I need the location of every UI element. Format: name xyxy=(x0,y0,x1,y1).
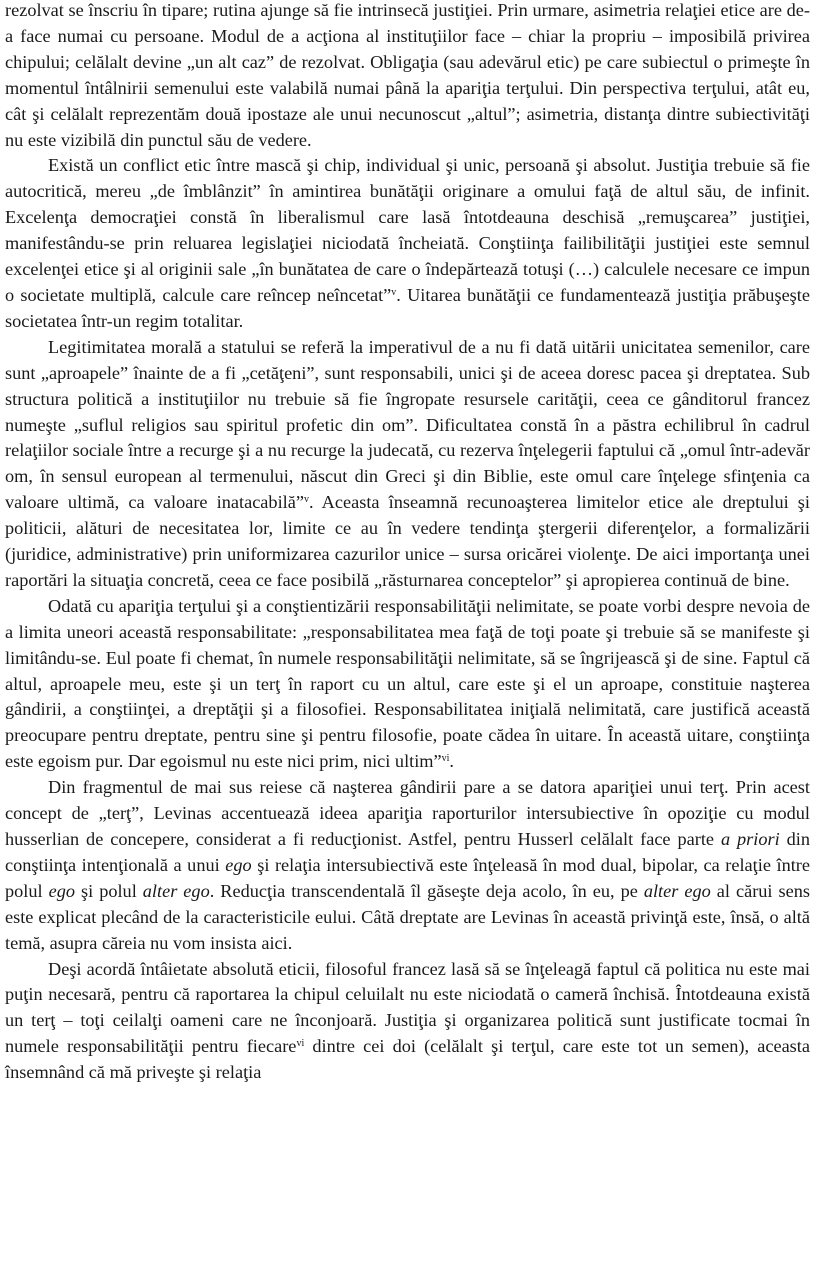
footnote-ref: v xyxy=(303,494,309,506)
italic-term: ego xyxy=(48,880,75,901)
footnote-ref: v xyxy=(391,286,397,298)
text-run: . Uitarea bunătăţii ce fundamentează justiţia prăbuşeşte societatea într-un regim totalitar. xyxy=(5,284,810,331)
paragraph-6 xyxy=(5,957,810,1087)
footnote-ref: vi xyxy=(296,1038,305,1050)
italic-term: a priori xyxy=(720,829,780,849)
footnote-ref: vi xyxy=(441,753,450,765)
text-run: Există un conflict etic între mască şi chip, individual şi unic, persoană şi absolut. Justiţia trebuie să fie autocritică, mereu „de îmblânzit” în amintirea bunătăţii originare a omului faţă de altul său, de infinit. Excelenţa democraţiei constă în liberalismul care lasă întotdeauna deschisă „remuşcarea” justiţiei, manifestându-se prin reluarea legislaţiei niciodată încheiată. Conştiinţa failibilităţii justiţiei este semnul excelenţei etice şi al originii sale „în bunătatea de care o îndepărtează totuşi (…) calculele necesare ce impun o societate multiplă, calcule care reîncep neîncetat” xyxy=(5,155,810,305)
paragraph-5 xyxy=(5,775,810,956)
text-run: Legitimitatea morală a statului se referă la imperativul de a nu fi dată uitării unicitatea semenilor, care sunt „aproapele” înainte de a fi „cetăţeni”, sunt responsabili, unici şi de aceea doresc pacea şi dreptatea. Sub structura politică a instituţiilor nu trebuie să fie îngropate resursele carităţii, ceea ce gânditorul francez numeşte „suflul religios sau spiritul profetic din om”. Dificultatea constă în a păstra echilibrul în cadrul relaţiilor sociale între a recurge şi a nu recurge la judecată, cu rezerva înţelegerii faptului că „omul într-adevăr om, în sensul european al termenului, născut din Greci şi din Biblie, este omul care înţelege sfinţenia ca valoare ultimă, ca valoare inatacabilă” xyxy=(5,336,810,513)
text-run: dintre cei doi (celălalt şi terţul, care este tot un semen), aceasta însemnând că mă priveşte şi relaţia xyxy=(5,1036,810,1083)
paragraph-3 xyxy=(5,335,810,594)
italic-term: alter ego xyxy=(643,880,711,901)
text-run: . xyxy=(449,751,454,772)
text-run: şi polul xyxy=(75,880,143,901)
text-run: al cărui sens este explicat plecând de la caracteristicile eului. Câtă dreptate are Levinas în această privinţă este, însă, o altă temă, asupra căreia nu vom insista aici. xyxy=(5,880,810,953)
paragraph-2 xyxy=(5,153,810,334)
text-run: Deşi acordă întâietate absolută eticii, filosoful francez lasă să se înţeleagă faptul că politica nu este mai puţin necesară, pentru că raportarea la chipul celuilalt nu este niciodată o cameră închisă. Întotdeauna există un terţ – toţi ceilalţi oameni care ne înconjoară. Justiţia şi organizarea politică sunt justificate tocmai în numele responsabilităţii pentru fiecare xyxy=(5,958,810,1057)
paragraph-4 xyxy=(5,594,810,775)
text-run: rezolvat se înscriu în tipare; rutina ajunge să fie intrinsecă justiţiei. Prin urmare, asimetria relaţiei etice are de-a face numai cu persoane. Modul de a acţiona al instituţiilor face – chiar la propriu – imposibilă privirea chipului; celălalt devine „un alt caz” de rezolvat. Obligaţia (sau adevărul etic) pe care subiectul o primeşte în momentul întâlnirii semenului este valabilă numai până la apariţia terţului. Din perspectiva terţului, atât eu, cât şi celălalt reprezentăm două ipostaze ale unui necunoscut „altul”; asimetria, distanţa dintre subiectivităţi nu este vizibilă din punctul său de vedere. xyxy=(5,0,810,150)
paragraph-1 xyxy=(5,0,810,153)
text-run: . Reducţia transcendentală îl găseşte deja acolo, în eu, pe xyxy=(209,880,644,901)
text-run: . Aceasta înseamnă recunoaşterea limitelor etice ale dreptului şi politicii, alături de necesitatea lor, limite ce au în vedere tendinţa ştergerii diferenţelor, a formalizării (juridice, administrative) prin uniformizarea cazurilor unice – sursa oricărei violenţe. De aici importanţa unei raportări la situaţia concretă, ceea ce face posibilă „răsturnarea conceptelor” şi apropierea continuă de bine. xyxy=(5,492,810,590)
text-run: Odată cu apariţia terţului şi a conştientizării responsabilităţii nelimitate, se poate vorbi despre nevoia de a limita uneori această responsabilitate: „responsabilitatea mea faţă de toţi poate şi trebuie să se manifeste şi limitându-se. Eul poate fi chemat, în numele responsabilităţii nelimitate, să se îngrijească şi de sine. Faptul că altul, aproapele meu, este şi un terţ în raport cu un altul, care este şi el un aproape, constituie naşterea gândirii, a conştiinţei, a dreptăţii şi a filosofiei. Responsabilitatea iniţială nelimitată, care justifică această preocupare pentru dreptate, pentru sine şi pentru filosofie, poate cădea în uitare. În această uitare, conştiinţa este egoism pur. Dar egoismul nu este nici prim, nici ultim” xyxy=(5,595,810,772)
text-run: şi relaţia intersubiectivă este înţeleasă în mod dual, bipolar, ca relaţie între polul xyxy=(5,854,811,901)
italic-term: ego xyxy=(225,854,252,875)
italic-term: alter ego xyxy=(142,880,210,901)
text-run: Din fragmentul de mai sus reiese că naşterea gândirii pare a se datora apariţiei unui terţ. Prin acest concept de „terţ”, Levinas accentuează ideea apariţia raporturilor intersubiective în opoziţie cu modul husserlian de concepere, considerat a fi reducţionist. Astfel, pentru Husserl celălalt face parte xyxy=(5,777,810,849)
text-run: din conştiinţa intenţională a unui xyxy=(5,829,810,875)
